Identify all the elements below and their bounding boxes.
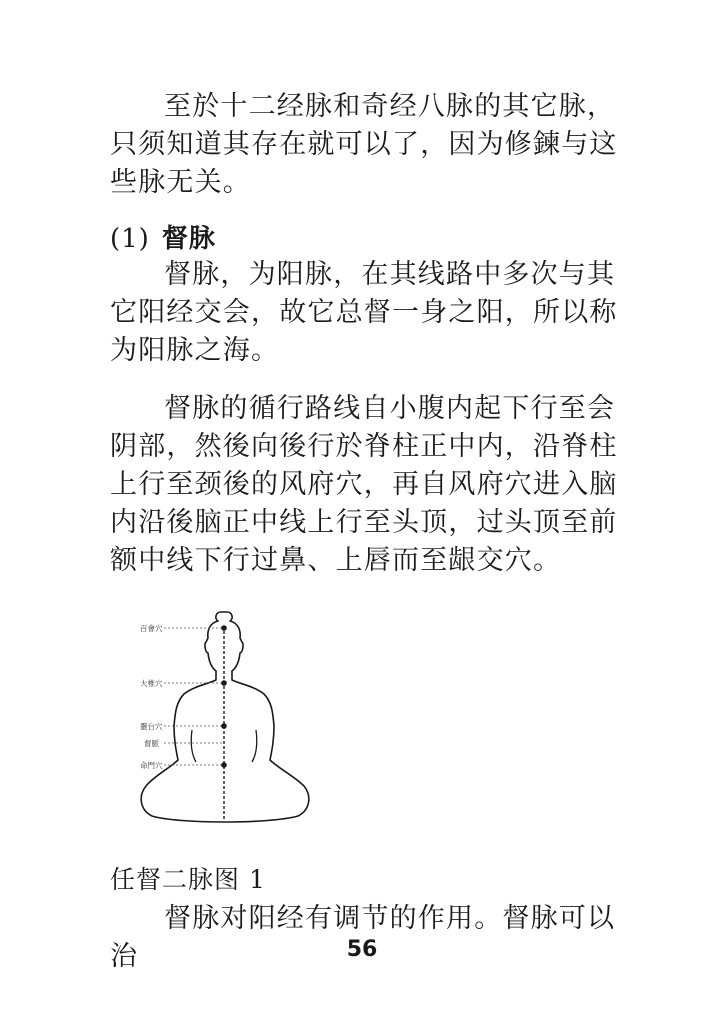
acupoint-label: 靈台穴: [140, 722, 163, 731]
acupoint-dot: [221, 680, 227, 686]
acupoint-label: 督脈: [144, 739, 159, 748]
acupoint-dot: [221, 762, 227, 768]
section-heading: [110, 222, 216, 256]
figure-outline: [141, 612, 309, 822]
paragraph-dumai-function: 督脉对阳经有调节的作用。督脉可以治: [110, 903, 616, 972]
acupoint-dot: [221, 723, 227, 729]
acupoint-dot: [221, 625, 227, 631]
section-heading-number: (1): [110, 224, 150, 254]
figure-right-arm: [252, 730, 257, 762]
paragraph-dumai-definition: 督脉，为阳脉，在其线路中多次与其它阳经交会，故它总督一身之阳，所以称为阳脉之海。: [110, 259, 618, 366]
figure-caption: 任督二脉图 1: [110, 865, 266, 894]
paragraph-intro: 至於十二经脉和奇经八脉的其它脉，只须知道其存在就可以了，因为修鍊与这些脉无关。: [110, 91, 618, 198]
meditating-figure-illustration: [130, 600, 320, 840]
section-heading-title: 督脉: [161, 224, 216, 254]
acupoint-label: 命門穴: [140, 761, 163, 770]
acupoint-label: 百會穴: [140, 624, 163, 633]
figure-left-arm: [191, 730, 196, 762]
paragraph-dumai-path: 督脉的循行路线自小腹内起下行至会阴部，然後向後行於脊柱正中内，沿脊柱上行至颈後的风府穴，再自风府穴进入脑内沿後脑正中线上行至头顶，过头顶至前额中线下行过鼻、上唇而至龈交穴。: [110, 393, 618, 576]
acupoint-label: 大椎穴: [140, 679, 163, 688]
page-number: 56: [346, 937, 378, 962]
meridian-figure: [130, 600, 320, 840]
